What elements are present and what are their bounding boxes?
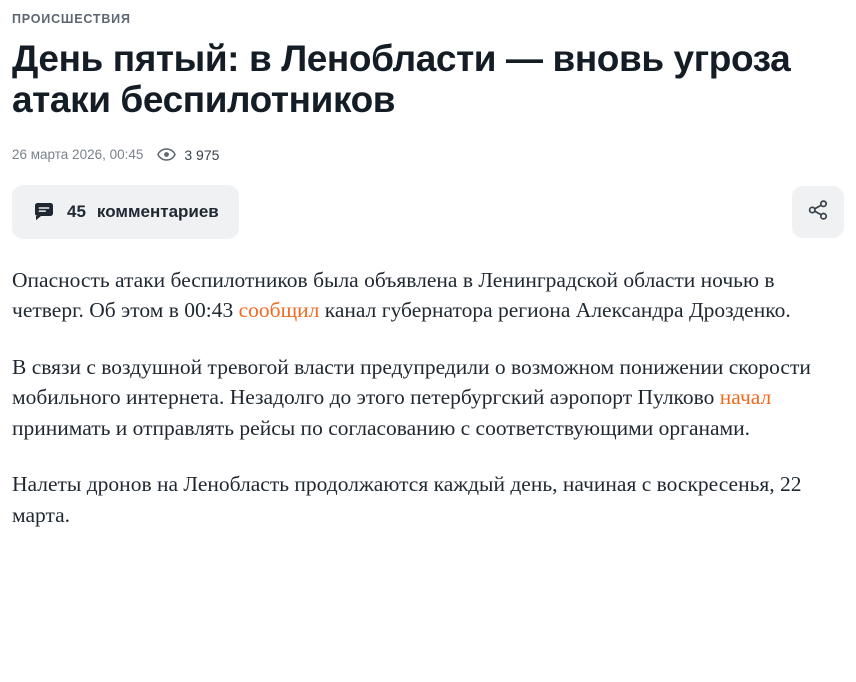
share-icon xyxy=(806,198,830,225)
article-rubric[interactable]: ПРОИСШЕСТВИЯ xyxy=(12,12,131,26)
comments-button[interactable] xyxy=(12,185,239,239)
inline-link[interactable]: сообщил xyxy=(238,298,320,323)
article-body xyxy=(12,265,844,531)
article-page xyxy=(0,12,856,682)
views-count: 3 975 xyxy=(184,146,220,163)
publish-date: 26 марта 2026, 00:45 xyxy=(12,147,144,163)
article-paragraph: Налеты дронов на Ленобласть продолжаются каждый день, начиная с воскресенья, 22 марта. xyxy=(12,472,802,527)
share-button[interactable] xyxy=(792,186,844,238)
article-meta xyxy=(12,147,844,163)
article-paragraph: В связи с воздушной тревогой власти предупредили о возможном понижении скорости мобильного интернета. Незадолго до этого петербургский аэропорт Пулково начал принимать и отправлять рейсы по согласованию с соответствующими органами. xyxy=(12,354,811,440)
comment-bubble-icon xyxy=(32,200,56,224)
comments-count: 45 xyxy=(67,201,86,221)
article-paragraph: Опасность атаки беспилотников была объявлена в Ленинградской области ночью в четверг. Об этом в 00:43 сообщил канал губернатора региона Александра Дрозденко. xyxy=(12,267,791,323)
page-title: День пятый: в Ленобласти — вновь угроза атаки беспилотников xyxy=(12,38,791,121)
article-actions xyxy=(12,185,844,239)
eye-icon xyxy=(157,148,176,161)
inline-link[interactable]: начал xyxy=(719,385,772,410)
comments-label: комментариев xyxy=(96,201,219,221)
view-counter xyxy=(157,147,219,163)
